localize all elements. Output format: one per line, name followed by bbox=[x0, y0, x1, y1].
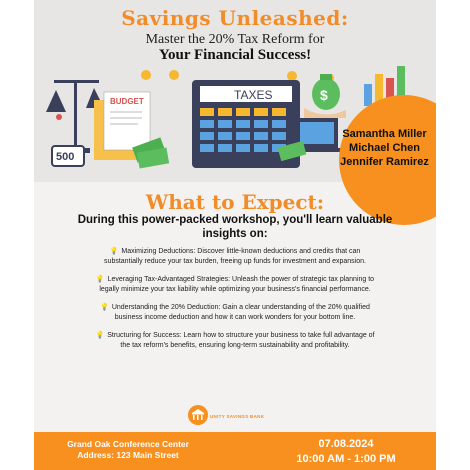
section-title: What to Expect: bbox=[145, 190, 325, 214]
venue-name: Grand Oak Conference Center bbox=[67, 439, 189, 449]
venue-address: Address: 123 Main Street bbox=[77, 450, 179, 460]
header-banner bbox=[34, 0, 436, 182]
badge-500-text: 500 bbox=[56, 151, 75, 163]
venue-info bbox=[48, 439, 208, 461]
bank-logo-text: UNITY SAVINGS BANK bbox=[210, 414, 265, 419]
badge-500-icon bbox=[52, 146, 84, 166]
flyer bbox=[34, 0, 436, 470]
intro-text: During this power-packed workshop, you'll learn valuable insights on: bbox=[77, 214, 393, 240]
lightbulb-icon: 💡 bbox=[109, 248, 119, 255]
budget-label: BUDGET bbox=[110, 97, 144, 106]
event-time: 10:00 AM - 1:00 PM bbox=[296, 453, 396, 465]
event-date: 07.08.2024 bbox=[318, 438, 374, 450]
lightbulb-icon: 💡 bbox=[100, 304, 109, 311]
lightbulb-icon: 💡 bbox=[95, 332, 105, 339]
speaker-name: Michael Chen bbox=[349, 142, 420, 154]
speakers-list bbox=[332, 127, 436, 169]
money-bag-icon bbox=[304, 74, 346, 118]
svg-text:$: $ bbox=[320, 87, 328, 103]
flyer-title: Savings Unleashed: bbox=[121, 6, 349, 30]
lightbulb-icon: 💡 bbox=[95, 276, 105, 283]
flyer-subtitle-bold: Your Financial Success! bbox=[158, 47, 312, 63]
footer-bar bbox=[34, 432, 436, 470]
list-item: 💡 Structuring for Success: Learn how to structure your business to take full advantage of the tax reform's benefits, ensuring long-term sustainability and profitability. bbox=[95, 332, 375, 349]
list-item: 💡 Maximizing Deductions: Discover little-known deductions and credits that can substantially reduce your tax burden, freeing up funds for investment and expansion. bbox=[104, 248, 366, 265]
speaker-name: Jennifer Ramirez bbox=[340, 156, 429, 168]
list-item: 💡 Understanding the 20% Deduction: Gain a clear understanding of the 20% qualified business income deduction and how it can work wonders for your bottom line. bbox=[100, 304, 370, 321]
taxes-label: TAXES bbox=[234, 88, 273, 102]
speaker-name: Samantha Miller bbox=[342, 128, 427, 140]
flyer-subtitle: Master the 20% Tax Reform for bbox=[145, 32, 325, 47]
event-datetime bbox=[266, 437, 426, 467]
insights-list bbox=[90, 247, 380, 359]
list-item: 💡 Leveraging Tax-Advantaged Strategies: Unleash the power of strategic tax planning to legally minimize your tax liability while optimizing your business's financial performance. bbox=[95, 276, 375, 293]
